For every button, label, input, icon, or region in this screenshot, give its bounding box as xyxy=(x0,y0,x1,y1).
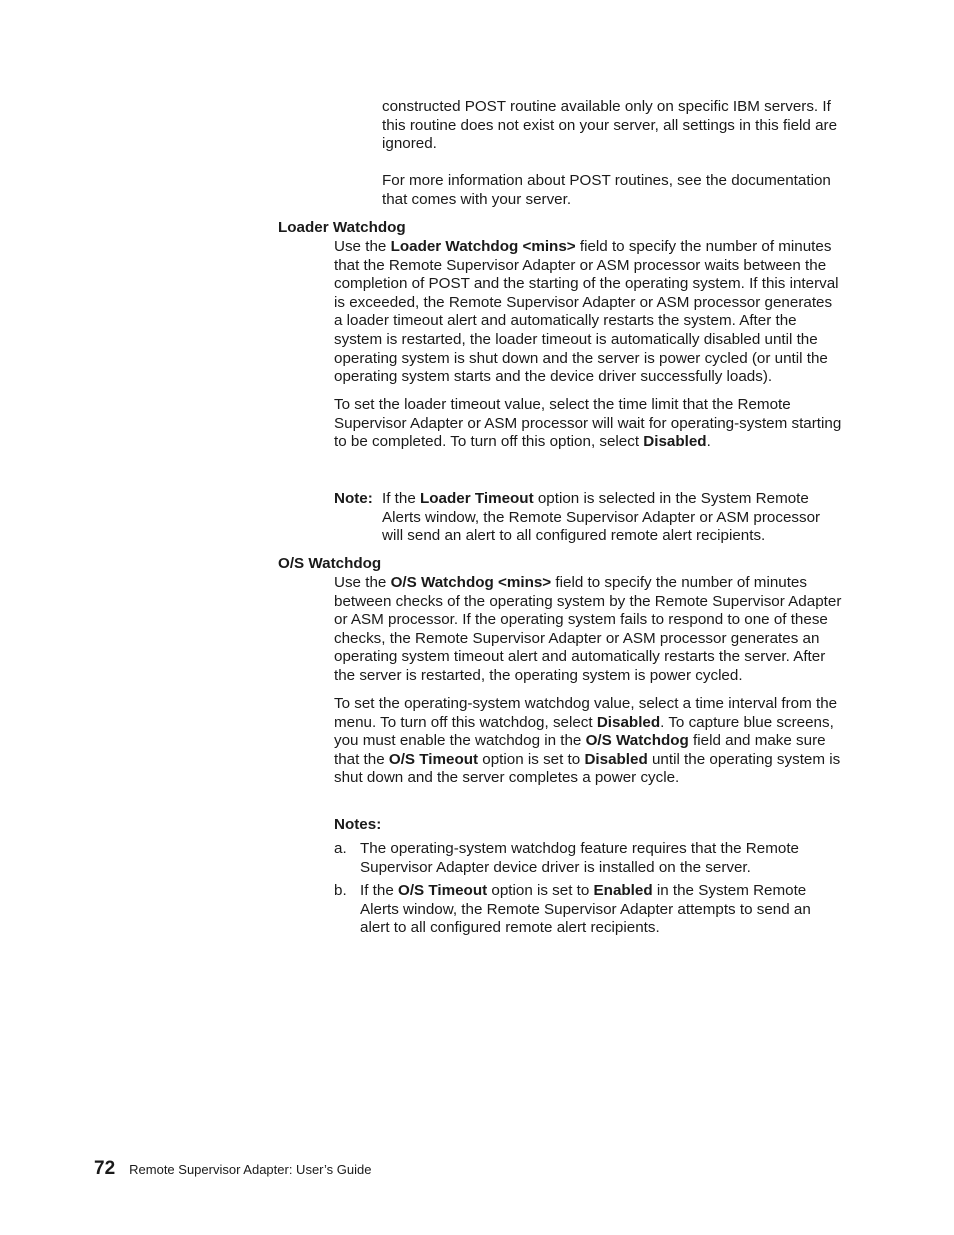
loader-watchdog-description xyxy=(334,238,844,452)
os-watchdog-description xyxy=(334,574,844,788)
loader-note xyxy=(334,490,844,546)
loader-paragraph-1: Use the Loader Watchdog <mins> field to specify the number of minutes that the Remote Supervisor Adapter or ASM processor waits between the completion of POST and the starting of the operating system. If this interval is exceeded, the Remote Supervisor Adapter or ASM processor generates a loader timeout alert and automatically restarts the system. After the system is restarted, the loader timeout is automatically disabled until the operating system is shut down and the server is power cycled (or until the operating system starts and the device driver successfully loads). xyxy=(334,238,839,386)
list-text: If the O/S Timeout option is set to Enabled in the System Remote Alerts window, the Remote Supervisor Adapter attempts to send an alert to all configured remote alert recipients. xyxy=(360,882,811,937)
note-label: Note: xyxy=(334,490,373,507)
note-text: If the Loader Timeout option is selected in the System Remote Alerts window, the Remote Supervisor Adapter or ASM processor will send an alert to all configured remote alert recipients. xyxy=(382,490,821,545)
os-paragraph-1: Use the O/S Watchdog <mins> field to specify the number of minutes between checks of the operating system by the Remote Supervisor Adapter or ASM processor. If the operating system fails to respond to one of these checks, the Remote Supervisor Adapter or ASM processor generates an operating system timeout alert and automatically restarts the server. After the server is restarted, the operating system is power cycled. xyxy=(334,574,842,684)
list-item xyxy=(334,840,844,877)
list-text: The operating-system watchdog feature requires that the Remote Supervisor Adapter device driver is installed on the server. xyxy=(360,840,799,876)
loader-watchdog-term: Loader Watchdog xyxy=(278,219,406,236)
loader-paragraph-2: To set the loader timeout value, select the time limit that the Remote Supervisor Adapter or ASM processor will wait for operating-system starting to be completed. To turn off this option, select Disabled. xyxy=(334,396,842,451)
intro-paragraph: constructed POST routine available only on specific IBM servers. If this routine does not exist on your server, all settings in this field are ignored. xyxy=(382,98,838,153)
os-paragraph-2: To set the operating-system watchdog value, select a time interval from the menu. To turn off this watchdog, select Disabled. To capture blue screens, you must enable the watchdog in the O/S Watchdog field and make sure that the O/S Timeout option is set to Disabled until the operating system is shut down and the server completes a power cycle. xyxy=(334,694,841,787)
notes-heading: Notes: xyxy=(334,816,382,833)
footer-title: Remote Supervisor Adapter: User’s Guide xyxy=(129,1162,372,1177)
page-footer xyxy=(94,1160,371,1180)
list-marker: a. xyxy=(334,840,347,857)
os-watchdog-term: O/S Watchdog xyxy=(278,555,382,572)
intro-continuation xyxy=(382,98,852,210)
intro-paragraph: For more information about POST routines, see the documentation that comes with your server. xyxy=(382,172,831,208)
list-marker: b. xyxy=(334,882,347,899)
page-number: 72 xyxy=(94,1158,116,1179)
list-item xyxy=(334,882,844,938)
